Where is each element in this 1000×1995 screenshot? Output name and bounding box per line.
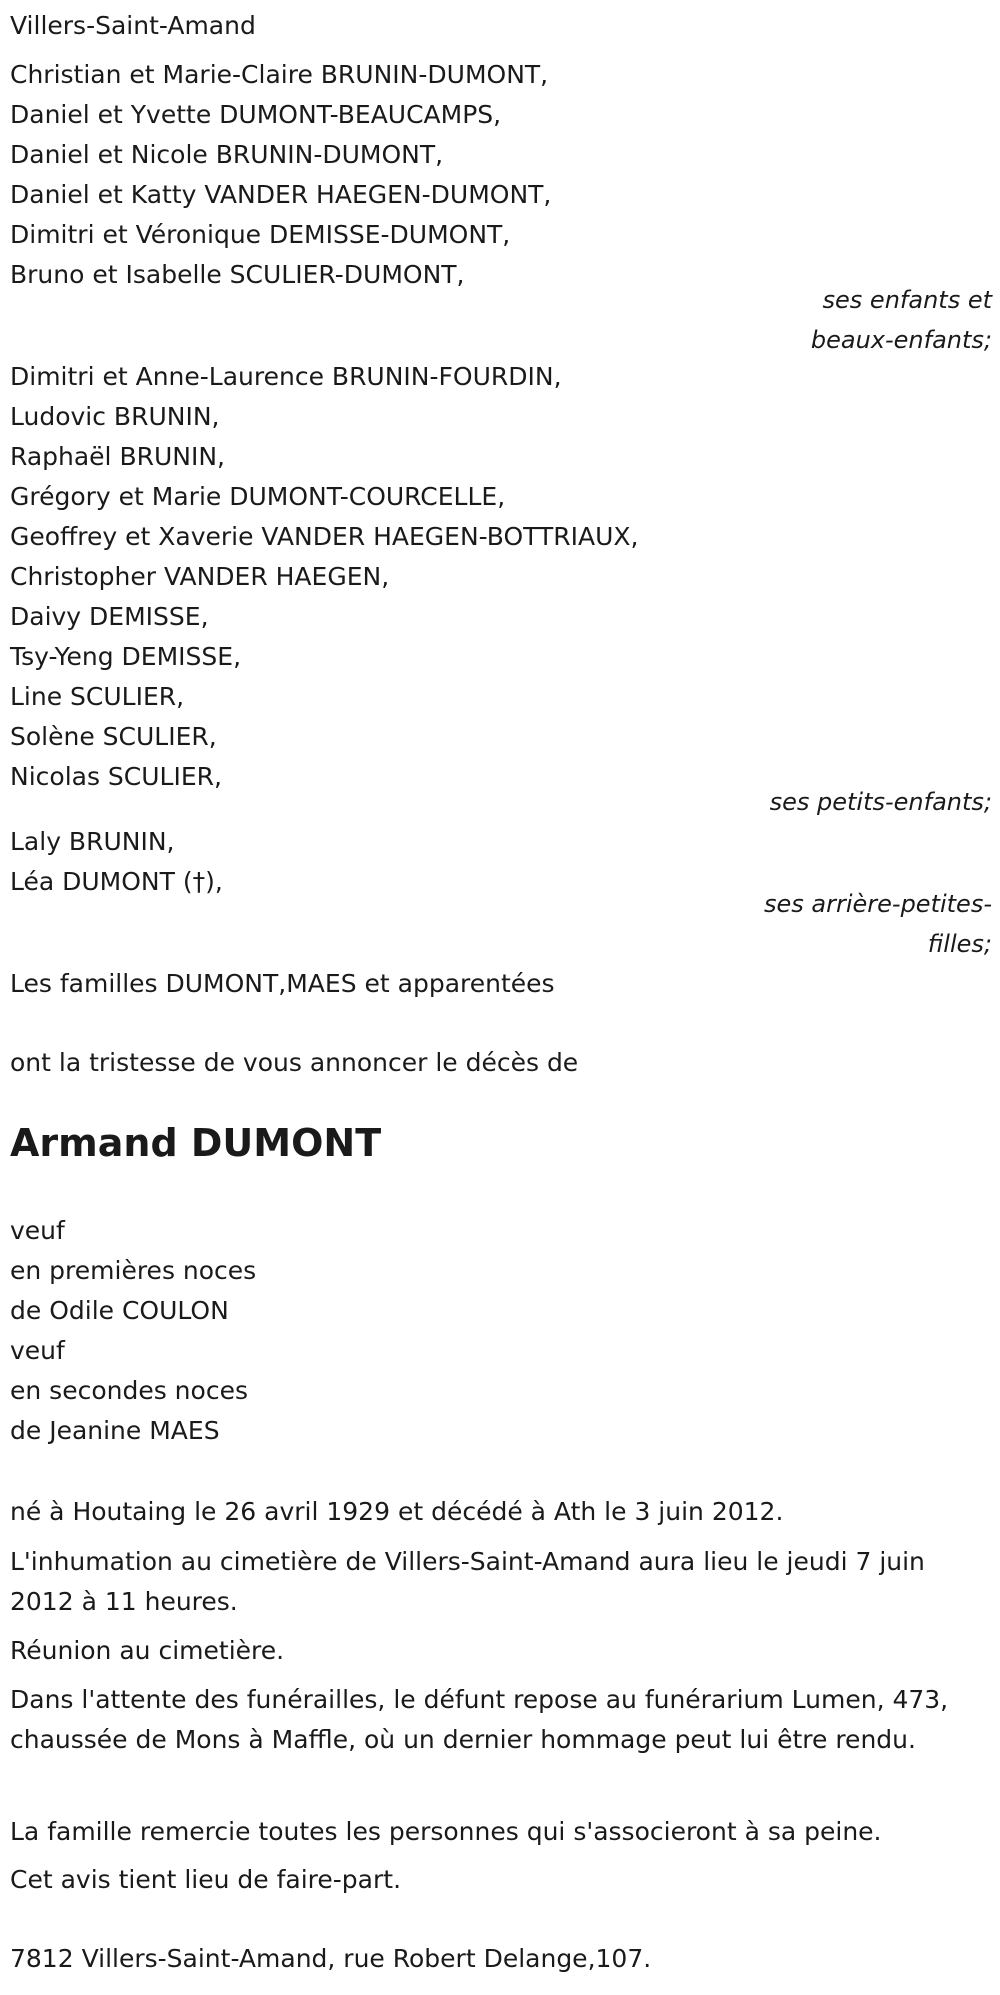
deceased-name: Armand DUMONT xyxy=(10,1121,382,1165)
child-entry: Daniel et Katty VANDER HAEGEN-DUMONT, xyxy=(10,180,552,209)
grandchild-entry: Geoffrey et Xaverie VANDER HAEGEN-BOTTRIAUX, xyxy=(10,522,639,551)
children-label-line2: beaux-enfants; xyxy=(810,326,992,354)
child-entry: Bruno et Isabelle SCULIER-DUMONT, xyxy=(10,260,465,289)
status-line: de Odile COULON xyxy=(10,1296,229,1325)
grandchild-entry: Tsy-Yeng DEMISSE, xyxy=(10,642,242,671)
great-grandchildren-label xyxy=(10,884,992,964)
status-line: veuf xyxy=(10,1336,65,1365)
grandchild-entry: Daivy DEMISSE, xyxy=(10,602,209,631)
children-list xyxy=(10,55,992,295)
child-entry: Christian et Marie-Claire BRUNIN-DUMONT, xyxy=(10,60,549,89)
announcement-line: ont la tristesse de vous annoncer le décès de xyxy=(10,1048,579,1077)
meeting-line: Réunion au cimetière. xyxy=(10,1636,285,1665)
grandchild-entry: Raphaël BRUNIN, xyxy=(10,442,225,471)
notice-line: Cet avis tient lieu de faire-part. xyxy=(10,1865,402,1894)
status-line: en premières noces xyxy=(10,1256,257,1285)
status-line: veuf xyxy=(10,1216,65,1245)
child-entry: Daniel et Nicole BRUNIN-DUMONT, xyxy=(10,140,444,169)
children-label xyxy=(10,280,992,360)
grandchild-entry: Dimitri et Anne-Laurence BRUNIN-FOURDIN, xyxy=(10,362,562,391)
birth-death-line: né à Houtaing le 26 avril 1929 et décédé à Ath le 3 juin 2012. xyxy=(10,1497,784,1526)
funerarium-paragraph: Dans l'attente des funérailles, le défunt repose au funérarium Lumen, 473, chaussée de Mons à Maffle, où un dernier hommage peut lui être rendu. xyxy=(10,1685,949,1754)
grandchild-entry: Solène SCULIER, xyxy=(10,722,217,751)
great-grandchild-entry: Léa DUMONT (†), xyxy=(10,867,223,896)
grandchild-entry: Line SCULIER, xyxy=(10,682,185,711)
grandchild-entry: Christopher VANDER HAEGEN, xyxy=(10,562,390,591)
status-line: en secondes noces xyxy=(10,1376,248,1405)
great-grandchildren-label-line2: filles; xyxy=(927,930,992,958)
child-entry: Dimitri et Véronique DEMISSE-DUMONT, xyxy=(10,220,511,249)
great-grandchildren-label-line1: ses arrière-petites- xyxy=(764,890,992,918)
grandchildren-list xyxy=(10,357,992,797)
deceased-status xyxy=(10,1211,992,1451)
thanks-line: La famille remercie toutes les personnes qui s'associeront à sa peine. xyxy=(10,1817,882,1846)
place-heading: Villers-Saint-Amand xyxy=(10,11,256,40)
children-label-line1: ses enfants et xyxy=(822,286,992,314)
address-line: 7812 Villers-Saint-Amand, rue Robert Delange,107. xyxy=(10,1944,652,1973)
grandchild-entry: Ludovic BRUNIN, xyxy=(10,402,220,431)
families-line: Les familles DUMONT,MAES et apparentées xyxy=(10,969,555,998)
grandchild-entry: Grégory et Marie DUMONT-COURCELLE, xyxy=(10,482,506,511)
grandchildren-label: ses petits-enfants; xyxy=(769,788,992,816)
grandchild-entry: Nicolas SCULIER, xyxy=(10,762,222,791)
status-line: de Jeanine MAES xyxy=(10,1416,220,1445)
great-grandchild-entry: Laly BRUNIN, xyxy=(10,827,175,856)
burial-paragraph: L'inhumation au cimetière de Villers-Saint-Amand aura lieu le jeudi 7 juin 2012 à 11 heures. xyxy=(10,1547,925,1616)
child-entry: Daniel et Yvette DUMONT-BEAUCAMPS, xyxy=(10,100,502,129)
